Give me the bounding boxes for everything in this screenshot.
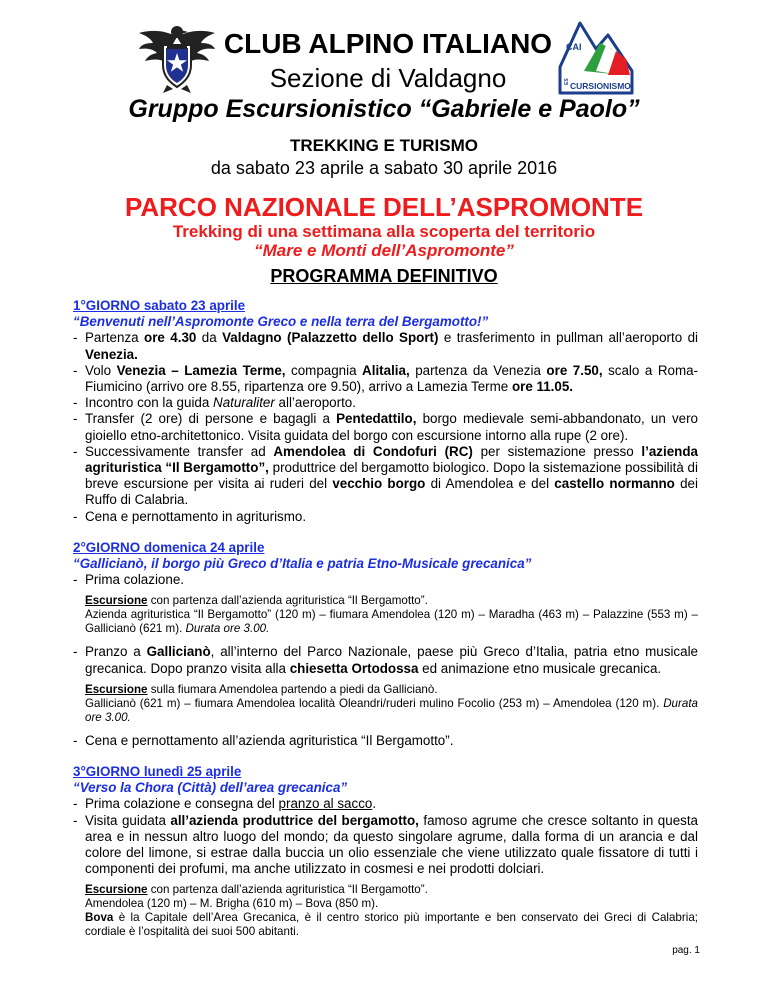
event-dates: da sabato 23 aprile a sabato 30 aprile 2016 — [210, 158, 558, 178]
list-item: - Partenza ore 4.30 da Valdagno (Palazzetto dello Sport) e trasferimento in pullman all’aeroporto di Venezia. — [73, 330, 698, 362]
park-subtitle: Trekking di una settimana alla scoperta del territorio — [172, 222, 596, 241]
section-name: Sezione di Valdagno — [269, 63, 507, 93]
list-item: - Cena e pernottamento all’azienda agrituristica “Il Bergamotto”. — [73, 733, 698, 749]
list-item: - Pranzo a Gallicianò, all’interno del Parco Nazionale, paese più Greco d’Italia, patria etno musicale grecanica. Dopo pranzo visita alla chiesetta Ortodossa ed animazione etno musicale grecanica. — [73, 644, 698, 676]
excursion-note: Escursione con partenza dall’azienda agrituristica “Il Bergamotto”. Azienda agrituristica “Il Bergamotto” (120 m) – fiumara Amendolea (120 m) – Maradha (463 m) – Palazzine (553 m) – Gallicianò (621 m). Durata ore 3.00. — [85, 594, 698, 636]
event-title: TREKKING E TURISMO — [290, 136, 478, 155]
svg-text:CAI: CAI — [566, 42, 582, 52]
day3-quote: “Verso la Chora (Città) dell’area grecanica” — [73, 780, 348, 796]
day2-list — [73, 572, 698, 588]
group-name: Gruppo Escursionistico “Gabriele e Paolo” — [128, 95, 640, 123]
list-item: - Volo Venezia – Lamezia Terme, compagnia Alitalia, partenza da Venezia ore 7.50, scalo a Roma-Fiumicino (arrivo ore 8.55, ripartenza ore 9.50), arrivo a Lamezia Terme ore 11.05. — [73, 363, 698, 395]
day3-list — [73, 796, 698, 877]
list-item: - Visita guidata all’azienda produttrice del bergamotto, famoso agrume che cresce soltanto in questa area e in nessun altro luogo del mondo; da questo singolare agrume, dalla forma di un arancia e dal colore del limone, si estrae dalla buccia un olio essenziale che viene utilizzato quale fissatore di tutti i componenti dei profumi, ma anche utilizzato in cosmesi e nei prodotti dolciari. — [73, 813, 698, 878]
list-item: - Cena e pernottamento in agriturismo. — [73, 509, 698, 525]
program-heading: PROGRAMMA DEFINITIVO — [270, 266, 498, 286]
list-item: - Prima colazione e consegna del pranzo al sacco. — [73, 796, 698, 812]
list-item: - Successivamente transfer ad Amendolea di Condofuri (RC) per sistemazione presso l’azienda agrituristica “Il Bergamotto”, produttrice del bergamotto biologico. Dopo la sistemazione possibilità di breve escursione per visita ai ruderi del vecchio borgo di Amendolea e del castello normanno dei Ruffo di Calabria. — [73, 444, 698, 509]
day1-quote: “Benvenuti nell’Aspromonte Greco e nella terra del Bergamotto!” — [73, 314, 489, 330]
day1-heading: 1°GIORNO sabato 23 aprile — [73, 298, 246, 313]
cai-escursionismo-logo-icon — [556, 15, 636, 97]
page-number: pag. 1 — [672, 945, 700, 956]
park-tagline: “Mare e Monti dell’Aspromonte” — [254, 241, 514, 260]
day1-list — [73, 330, 698, 524]
list-item: - Incontro con la guida Naturaliter all’aeroporto. — [73, 395, 698, 411]
list-item: - Prima colazione. — [73, 572, 698, 588]
excursion-note: Escursione con partenza dall’azienda agrituristica “Il Bergamotto”. Amendolea (120 m) – M. Brigha (610 m) – Bova (850 m). Bova è la Capitale dell’Area Grecanica, è il centro storico più importante e ben conservato dei Greci di Calabria; cordiale è l’ospitalità dei suoi 500 abitanti. — [85, 883, 698, 939]
park-title: PARCO NAZIONALE DELL’ASPROMONTE — [124, 192, 644, 222]
day3-heading: 3°GIORNO lunedì 25 aprile — [73, 764, 242, 780]
svg-text:CURSIONISMO: CURSIONISMO — [570, 81, 631, 91]
club-title: CLUB ALPINO ITALIANO — [223, 28, 553, 59]
day2-quote: “Gallicianò, il borgo più Greco d’Italia e patria Etno-Musicale grecanica” — [73, 556, 532, 572]
program-content — [73, 298, 698, 947]
cai-eagle-logo-icon — [137, 21, 217, 95]
svg-text:ES: ES — [564, 78, 570, 85]
day2-heading: 2°GIORNO domenica 24 aprile — [73, 539, 265, 555]
list-item: - Transfer (2 ore) di persone e bagagli a Pentedattilo, borgo medievale semi-abbandonato, un vero gioiello etno-architettonico. Visita guidata del borgo con escursione intorno alla rupe (2 ore). — [73, 411, 698, 443]
excursion-note: Escursione sulla fiumara Amendolea partendo a piedi da Gallicianò. Gallicianò (621 m) – fiumara Amendolea località Oleandri/ruderi mulino Focolio (253 m) – Amendolea (120 m). Durata ore 3.00. — [85, 682, 698, 724]
